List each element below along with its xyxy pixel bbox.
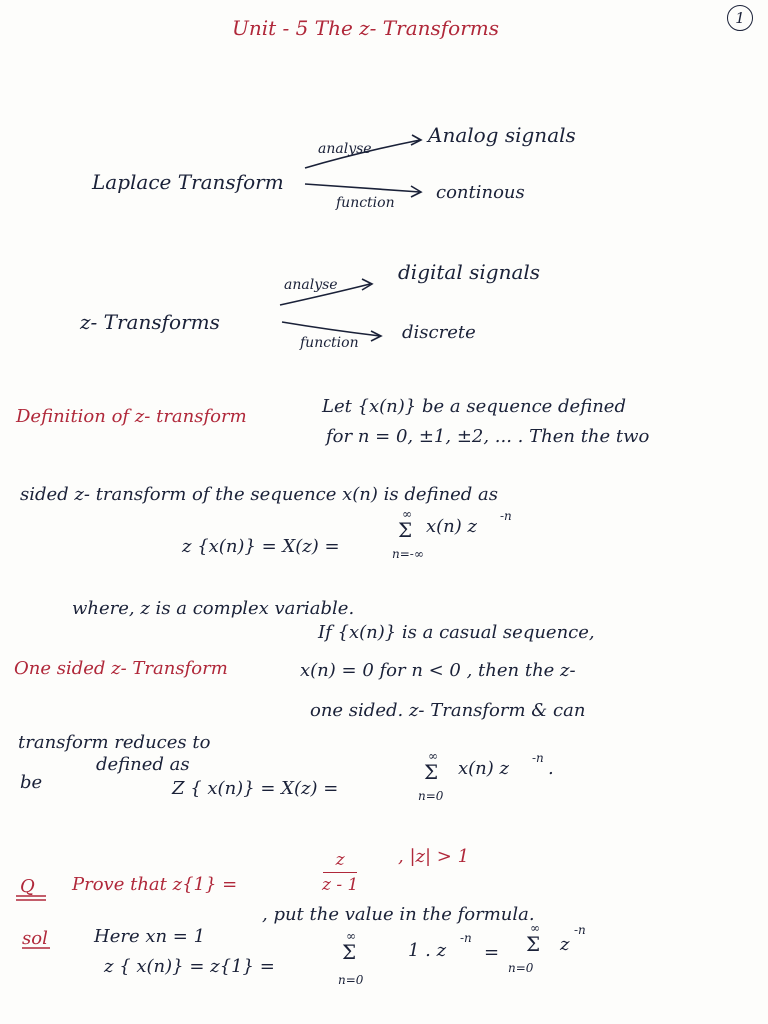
sum-exponent: -n (500, 509, 512, 523)
solution-line-2: z { x(n)} = z{1} = (104, 956, 275, 977)
definition-formula-lhs: z {x(n)} = X(z) = (182, 536, 340, 557)
definition-line-1: Let {x(n)} be a sequence defined (322, 396, 626, 417)
one-sided-sum-symbol: Σ (424, 760, 439, 784)
one-sided-line-3b: one sided. z- Transform & can (310, 700, 586, 721)
z-analyse-label: analyse (284, 277, 338, 293)
one-sided-sum-upper: ∞ (428, 749, 438, 763)
one-sided-line-4a: be (20, 772, 43, 793)
one-sided-sum-lower: n=0 (418, 789, 444, 803)
question-text: Prove that z{1} = (72, 874, 238, 895)
page-number: 1 (727, 5, 753, 31)
definition-heading: Definition of z- transform (16, 406, 247, 427)
fraction-denominator: z - 1 (322, 875, 359, 895)
question-condition: , |z| > 1 (398, 846, 470, 867)
one-sided-line-4b: defined as (96, 754, 190, 775)
laplace-analog-signals: Analog signals (428, 123, 576, 147)
page-title: Unit - 5 The z- Transforms (232, 16, 499, 40)
laplace-continous: continous (436, 182, 525, 203)
solution-line-1a: Here xn = 1 (94, 926, 206, 947)
fraction-bar (323, 872, 357, 873)
solution-term2: z (560, 934, 570, 955)
sum-symbol: Σ (398, 518, 413, 542)
sum-lower-limit: n=-∞ (392, 547, 424, 561)
solution-sum2-lower: n=0 (508, 961, 534, 975)
sum-body: x(n) z (426, 516, 477, 537)
definition-line-3: sided z- transform of the sequence x(n) is defined as (20, 484, 498, 505)
solution-sum1-symbol: Σ (342, 940, 357, 964)
fraction-numerator: z (335, 850, 345, 870)
solution-sum2-symbol: Σ (526, 932, 541, 956)
one-sided-sum-end: . (548, 758, 554, 779)
laplace-analyse-label: analyse (318, 141, 372, 157)
solution-sum1-upper: ∞ (346, 929, 356, 943)
z-discrete: discrete (402, 322, 476, 343)
question-fraction (322, 850, 358, 895)
laplace-transform-label: Laplace Transform (92, 170, 284, 194)
where-statement: where, z is a complex variable. (72, 598, 355, 619)
one-sided-line-2: x(n) = 0 for n < 0 , then the z- (300, 660, 576, 681)
one-sided-line-3a: transform reduces to (18, 732, 211, 753)
solution-term2-exponent: -n (574, 923, 586, 937)
solution-line-1b: , put the value in the formula. (262, 904, 535, 925)
solution-equals: = (484, 942, 500, 963)
one-sided-formula-lhs: Z { x(n)} = X(z) = (172, 778, 339, 799)
z-transforms-label: z- Transforms (80, 310, 220, 334)
solution-sum2-upper: ∞ (530, 921, 540, 935)
one-sided-line-1: If {x(n)} is a casual sequence, (318, 622, 595, 643)
sum-upper-limit: ∞ (402, 507, 412, 521)
solution-term-exponent: -n (460, 931, 472, 945)
one-sided-sum-exponent: -n (532, 751, 544, 765)
solution-sum1-lower: n=0 (338, 973, 364, 987)
one-sided-heading: One sided z- Transform (14, 658, 228, 679)
one-sided-sum-body: x(n) z (458, 758, 509, 779)
definition-line-2: for n = 0, ±1, ±2, ... . Then the two (326, 426, 650, 447)
question-marker: Q (20, 876, 35, 897)
solution-marker: sol (22, 928, 48, 949)
solution-term: 1 . z (408, 940, 447, 961)
laplace-function-label: function (336, 195, 395, 211)
z-digital-signals: digital signals (398, 260, 541, 284)
z-function-label: function (300, 335, 359, 351)
